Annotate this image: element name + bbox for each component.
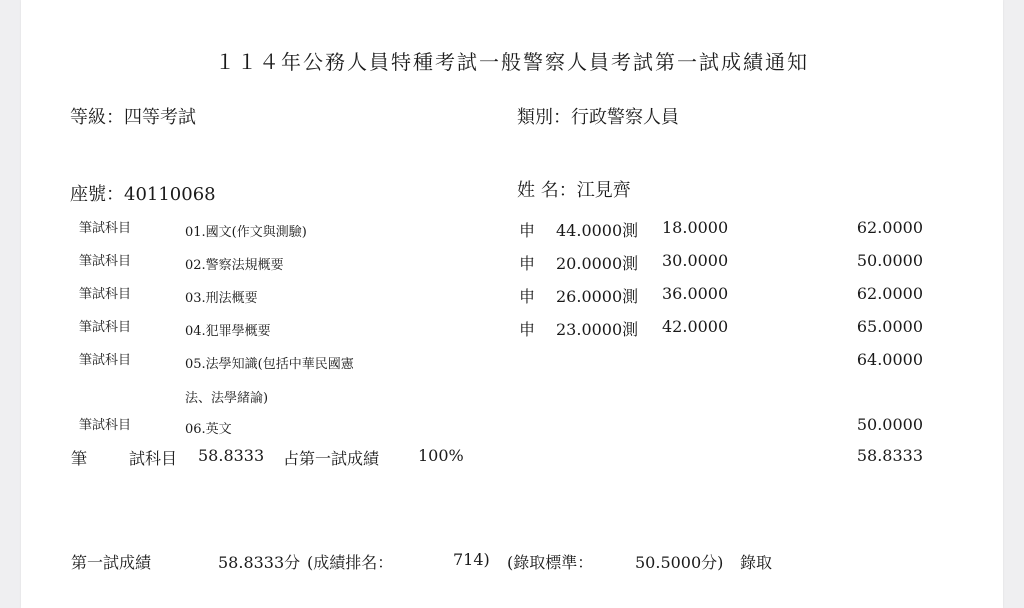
subject-score: 62.0000 — [856, 218, 923, 237]
shen-score: 26.0000測 — [556, 287, 639, 306]
shen-label: 申 — [519, 287, 536, 306]
written-total-label-b: 試科目 — [129, 449, 178, 468]
ce-label: 測 — [622, 221, 639, 240]
subject-name: 01.國文(作文與測驗) — [185, 225, 307, 240]
subject-name: 02.警察法規概要 — [185, 258, 284, 273]
category-value: 行政警察人員 — [571, 107, 679, 128]
subject-type: 筆試科目 — [79, 221, 132, 236]
subject-name: 04.犯罪學概要 — [185, 324, 271, 339]
ce-score: 30.0000 — [662, 251, 729, 270]
ce-label: 測 — [622, 320, 639, 339]
ce-label: 測 — [622, 287, 639, 306]
shen-label: 申 — [519, 320, 536, 339]
seat-label: 座號： — [70, 184, 124, 205]
written-total-text: 占第一試成績 — [283, 449, 380, 468]
ce-score: 18.0000 — [662, 218, 729, 237]
subject-score: 50.0000 — [856, 251, 923, 270]
subject-score: 62.0000 — [856, 284, 923, 303]
subject-score: 65.0000 — [856, 317, 923, 336]
subject-name: 06.英文 — [185, 422, 232, 437]
result-status: 錄取 — [740, 553, 773, 572]
shen-score: 44.0000測 — [556, 221, 639, 240]
subject-type: 筆試科目 — [79, 353, 132, 368]
standard-value: 50.5000分) — [635, 553, 724, 572]
first-result-label: 第一試成績 — [71, 553, 152, 572]
grade-value: 四等考試 — [124, 107, 196, 128]
rank-label: (成績排名： — [307, 553, 394, 572]
rank-value: 714) — [453, 550, 490, 569]
ce-score: 42.0000 — [662, 317, 729, 336]
standard-label: (錄取標準： — [507, 553, 594, 572]
subject-name: 03.刑法概要 — [185, 291, 258, 306]
ce-score: 36.0000 — [662, 284, 729, 303]
seat-field — [70, 180, 216, 206]
name-field — [517, 176, 631, 202]
grade-label: 等級： — [70, 107, 124, 128]
subject-score: 64.0000 — [856, 350, 923, 369]
ce-label: 測 — [622, 254, 639, 273]
written-total-label-a: 筆 — [71, 449, 88, 468]
shen-label: 申 — [519, 221, 536, 240]
score-notice-document — [21, 0, 1003, 608]
shen-label: 申 — [519, 254, 536, 273]
shen-score: 20.0000測 — [556, 254, 639, 273]
shen-score: 23.0000測 — [556, 320, 639, 339]
subject-type: 筆試科目 — [79, 418, 132, 433]
category-label: 類別： — [517, 107, 571, 128]
subject-name-line1: 05.法學知識(包括中華民國憲 — [185, 357, 354, 372]
written-total-pct: 100% — [418, 446, 464, 465]
first-result-score: 58.8333分 — [218, 553, 301, 572]
subject-name-line2: 法、法學緒論) — [185, 391, 269, 406]
subject-type: 筆試科目 — [79, 320, 132, 335]
grade-field — [70, 103, 196, 129]
subject-score: 50.0000 — [856, 415, 923, 434]
name-value: 江見齊 — [576, 180, 631, 201]
document-title: １１４年公務人員特種考試一般警察人員考試第一試成績通知 — [215, 50, 809, 74]
name-label: 姓 名： — [517, 180, 577, 201]
seat-value: 40110068 — [124, 184, 216, 205]
category-field — [517, 103, 679, 129]
subject-type: 筆試科目 — [79, 254, 132, 269]
subject-type: 筆試科目 — [79, 287, 132, 302]
written-total-avg: 58.8333 — [198, 446, 265, 465]
written-total-score: 58.8333 — [856, 446, 923, 465]
